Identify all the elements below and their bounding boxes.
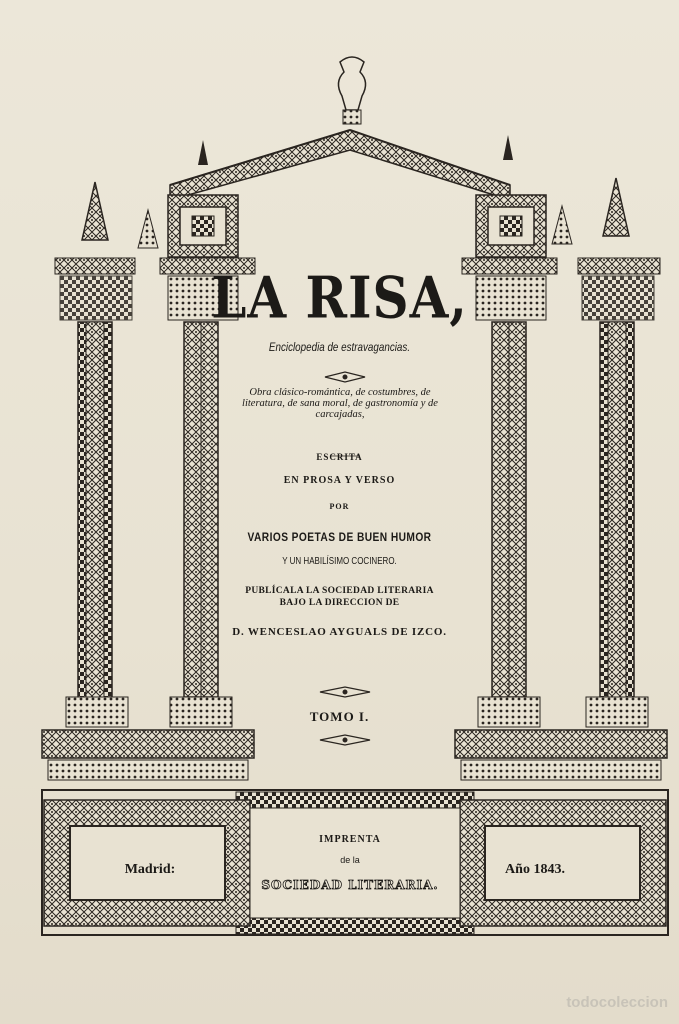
publisher-line-1: PUBLÍCALA LA SOCIEDAD LITERARIA [245, 586, 434, 596]
en-prosa-label: EN PROSA Y VERSO [283, 475, 396, 486]
imprenta-label: IMPRENTA [319, 834, 381, 845]
cornice-right [476, 195, 546, 257]
editor-name: D. WENCESLAO AYGUALS DE IZCO. [232, 626, 447, 638]
authors-line: VARIOS POETAS DE BUEN HUMOR [247, 530, 432, 544]
book-description: Obra clásico-romántica, de costumbres, de literatura, de sana moral, de gastronomía y de carcajadas, [242, 387, 438, 420]
year-label: Año 1843. [505, 862, 565, 877]
cook-line: Y UN HABILÍSIMO COCINERO. [282, 556, 397, 567]
publisher-line-2: BAJO LA DIRECCION DE [279, 598, 400, 608]
volume-label: TOMO I. [309, 709, 370, 724]
book-title: LA RISA, [211, 263, 468, 332]
watermark-logo: todocoleccion [566, 994, 668, 1011]
escrita-label: ESCRITA [316, 452, 363, 462]
book-subtitle: Enciclopedia de estravagancias. [268, 340, 411, 354]
cornice-left [168, 195, 238, 257]
place-label: Madrid: [124, 862, 176, 877]
por-label: POR [329, 502, 350, 511]
gable-ornament [170, 57, 513, 200]
press-name: SOCIEDAD LITERARIA. [261, 878, 439, 892]
de-la-label: de la [340, 855, 360, 865]
